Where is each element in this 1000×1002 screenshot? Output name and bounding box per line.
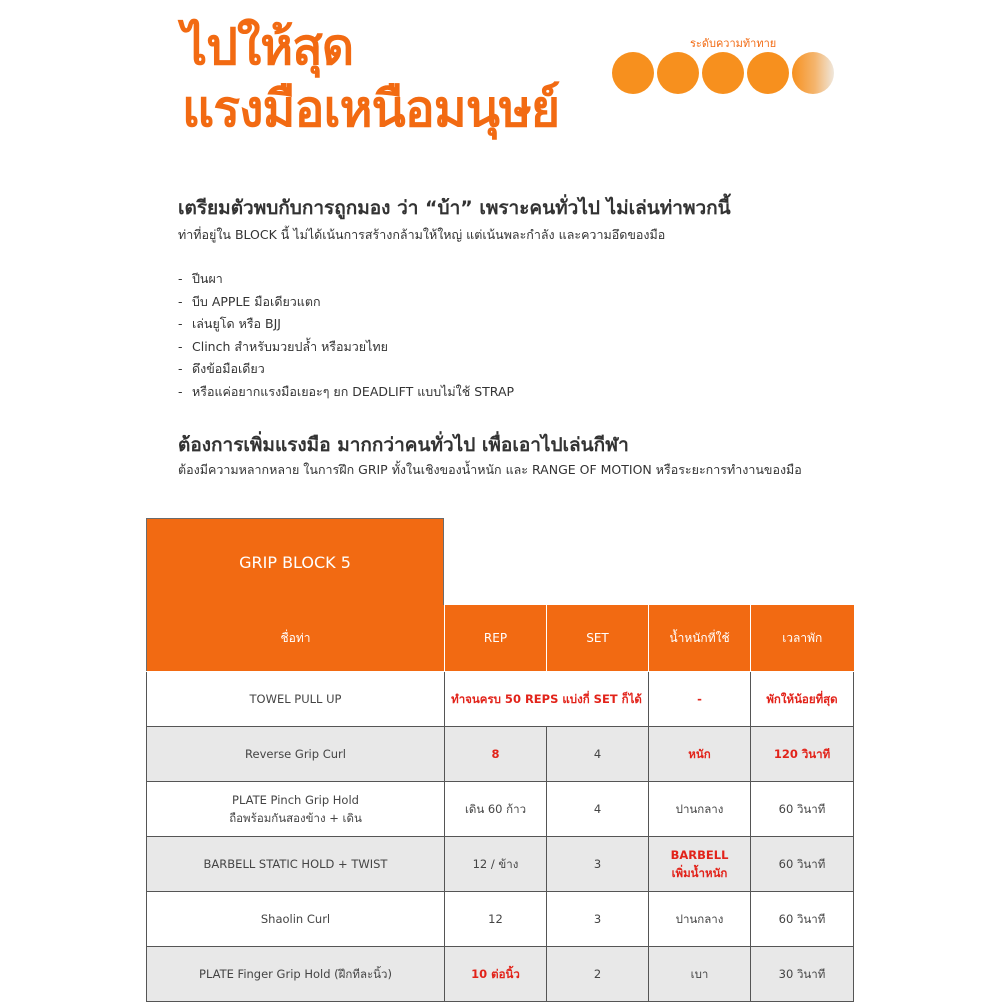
set-cell: 4 — [547, 782, 649, 837]
rep-cell: 12 — [445, 892, 547, 947]
set-cell: 4 — [547, 727, 649, 782]
rep-set-note: ทำจนครบ 50 REPS แบ่งกี่ SET ก็ได้ — [445, 672, 649, 727]
difficulty-dot-2 — [657, 52, 699, 94]
exercise-name-line-2: ถือพร้อมกันสองข้าง + เดิน — [229, 811, 362, 825]
exercise-name: Reverse Grip Curl — [147, 727, 445, 782]
difficulty-dot-1 — [612, 52, 654, 94]
rep-cell: 12 / ข้าง — [445, 837, 547, 892]
rest-cell: 60 วินาที — [751, 892, 854, 947]
table-row — [147, 892, 854, 947]
column-header-weight: น้ำหนักที่ใช้ — [649, 605, 751, 672]
weight-cell: ปานกลาง — [649, 892, 751, 947]
table-row — [147, 837, 854, 892]
difficulty-label: ระดับความท้าทาย — [690, 37, 777, 50]
difficulty-dot-3 — [702, 52, 744, 94]
weight-cell: ปานกลาง — [649, 782, 751, 837]
column-header-rep: REP — [445, 605, 547, 672]
set-cell: 3 — [547, 837, 649, 892]
rest-cell: 60 วินาที — [751, 782, 854, 837]
title-line-2: แรงมือเหนือมนุษย์ — [182, 80, 560, 138]
title-line-1: ไปให้สุด — [182, 18, 354, 76]
list-item: - Clinch สำหรับมวยปล้ำ หรือมวยไทย — [178, 338, 388, 354]
weight-cell — [649, 837, 751, 892]
rest-cell: 30 วินาที — [751, 947, 854, 1002]
exercise-name: TOWEL PULL UP — [147, 672, 445, 727]
weight-cell: เบา — [649, 947, 751, 1002]
rest-cell: พักให้น้อยที่สุด — [751, 672, 854, 727]
weight-line-1: BARBELL — [670, 848, 729, 862]
exercise-name: Shaolin Curl — [147, 892, 445, 947]
list-item: - ปีนผา — [178, 271, 223, 286]
goal-subtext: ต้องมีความหลากหลาย ในการฝึก GRIP ทั้งในเชิงของน้ำหนัก และ RANGE OF MOTION หรือระยะการทำงานของมือ — [178, 462, 802, 477]
weight-cell: - — [649, 672, 751, 727]
table-row — [147, 672, 854, 727]
exercise-name-line-1: PLATE Pinch Grip Hold — [232, 793, 359, 807]
rep-cell: 8 — [445, 727, 547, 782]
column-header-rest: เวลาพัก — [751, 605, 854, 672]
set-cell: 2 — [547, 947, 649, 1002]
exercise-name: BARBELL STATIC HOLD + TWIST — [147, 837, 445, 892]
rest-cell: 120 วินาที — [751, 727, 854, 782]
set-cell: 3 — [547, 892, 649, 947]
activity-list — [178, 268, 514, 404]
rep-cell: 10 ต่อนิ้ว — [445, 947, 547, 1002]
weight-line-2: เพิ่มน้ำหนัก — [671, 866, 728, 880]
table-row — [147, 782, 854, 837]
list-item: - ดึงข้อมือเดียว — [178, 361, 265, 377]
weight-cell: หนัก — [649, 727, 751, 782]
exercise-name — [147, 782, 445, 837]
exercise-table — [146, 605, 854, 1002]
intro-subtext: ท่าที่อยู่ใน BLOCK นี้ ไม่ได้เน้นการสร้างกล้ามให้ใหญ่ แต่เน้นพละกำลัง และความอึดของมือ — [178, 227, 666, 242]
table-header-row — [147, 605, 854, 672]
difficulty-dot-5-partial — [792, 52, 834, 94]
rest-cell: 60 วินาที — [751, 837, 854, 892]
list-item: - บีบ APPLE มือเดียวแตก — [178, 293, 321, 309]
difficulty-dot-4 — [747, 52, 789, 94]
column-header-set: SET — [547, 605, 649, 672]
goal-heading: ต้องการเพิ่มแรงมือ มากกว่าคนทั่วไป เพื่อเอาไปเล่นกีฬา — [178, 434, 629, 456]
column-header-name: ชื่อท่า — [147, 605, 445, 672]
exercise-name: PLATE Finger Grip Hold (ฝึกทีละนิ้ว) — [147, 947, 445, 1002]
list-item: - หรือแค่อยากแรงมือเยอะๆ ยก DEADLIFT แบบไม่ใช้ STRAP — [178, 383, 515, 399]
block-title: GRIP BLOCK 5 — [146, 518, 444, 606]
intro-heading: เตรียมตัวพบกับการถูกมอง ว่า “บ้า” เพราะคนทั่วไป ไม่เล่นท่าพวกนี้ — [178, 197, 731, 219]
table-row — [147, 947, 854, 1002]
table-row — [147, 727, 854, 782]
rep-cell: เดิน 60 ก้าว — [445, 782, 547, 837]
list-item: - เล่นยูโด หรือ BJJ — [178, 316, 281, 332]
